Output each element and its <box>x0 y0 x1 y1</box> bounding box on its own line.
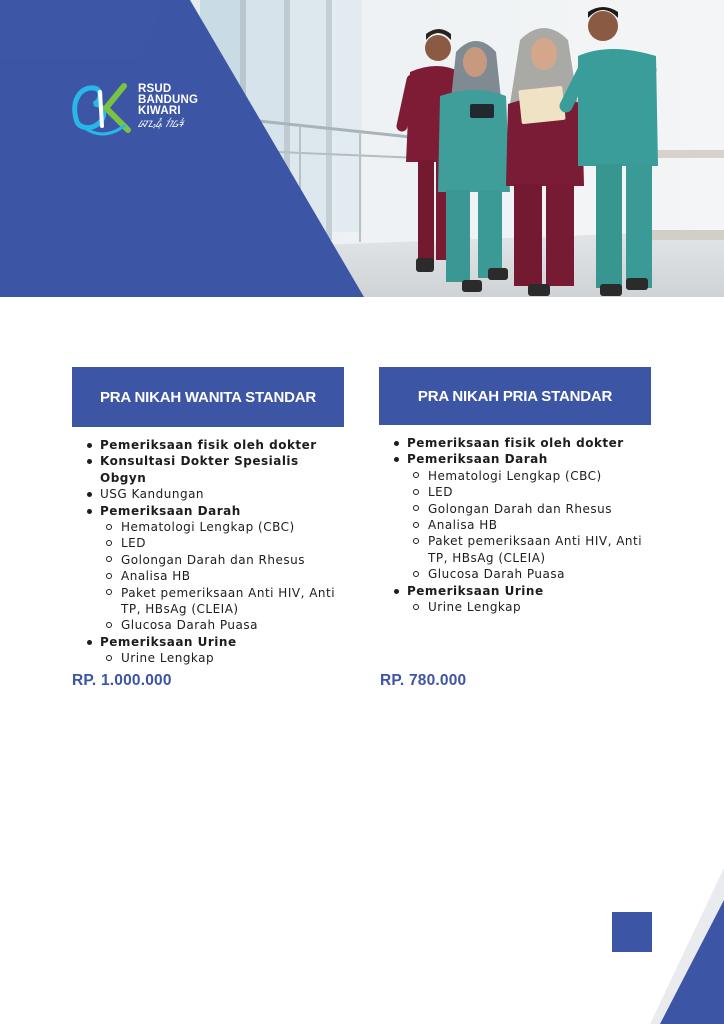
logo-line-1: RSUD <box>138 83 172 95</box>
logo-line-2: BANDUNG <box>138 94 199 106</box>
list-item <box>86 453 344 486</box>
list-item <box>393 435 651 451</box>
logo-sundanese-script: ᮘᮔ᮪ᮓᮥᮀ ᮊᮤᮝᮛᮤ <box>138 120 183 130</box>
package-price: RP. 1.000.000 <box>72 672 172 689</box>
hero-banner <box>0 0 724 297</box>
package-title: PRA NIKAH WANITA STANDAR <box>72 367 344 427</box>
package-pria <box>379 367 651 615</box>
sub-list-item: Glucosa Darah Puasa <box>106 617 344 633</box>
item-label: Konsultasi Dokter Spesialis Obgyn <box>100 454 299 485</box>
sub-list-item: Golongan Darah dan Rhesus <box>413 501 651 517</box>
sub-list-item: Paket pemeriksaan Anti HIV, Anti TP, HBsAg (CLEIA) <box>413 533 651 566</box>
logo-line-3: KIWARI <box>138 105 181 117</box>
sub-list-item: LED <box>413 484 651 500</box>
package-wanita <box>72 367 344 667</box>
list-item <box>86 503 344 634</box>
sub-list <box>100 519 344 634</box>
sub-list-item: Hematologi Lengkap (CBC) <box>413 468 651 484</box>
footer-corner-triangle <box>660 900 724 1024</box>
item-label: Pemeriksaan Urine <box>407 583 544 598</box>
item-label: Pemeriksaan fisik oleh dokter <box>407 436 624 450</box>
package-items <box>379 435 651 615</box>
sub-list <box>100 650 344 666</box>
footer-square <box>612 912 652 952</box>
package-price: RP. 780.000 <box>380 672 467 689</box>
sub-list-item: Glucosa Darah Puasa <box>413 566 651 582</box>
package-title: PRA NIKAH PRIA STANDAR <box>379 367 651 425</box>
sub-list-item: Urine Lengkap <box>106 650 344 666</box>
item-label: Pemeriksaan Urine <box>100 634 237 649</box>
list-item <box>86 634 344 667</box>
item-label: Pemeriksaan Darah <box>100 503 241 518</box>
item-label: Pemeriksaan fisik oleh dokter <box>100 438 317 452</box>
list-item <box>86 486 344 502</box>
sub-list <box>407 599 651 615</box>
sub-list-item: Paket pemeriksaan Anti HIV, Anti TP, HBsAg (CLEIA) <box>106 585 344 618</box>
item-label: USG Kandungan <box>100 487 205 502</box>
sub-list-item: Hematologi Lengkap (CBC) <box>106 519 344 535</box>
package-items <box>72 437 344 667</box>
hospital-logo[interactable] <box>72 82 212 142</box>
hero-blue-diagonal <box>0 0 724 297</box>
sub-list-item: Analisa HB <box>413 517 651 533</box>
sub-list-item: LED <box>106 535 344 551</box>
sub-list <box>407 468 651 583</box>
logo-name <box>138 84 198 117</box>
bk-logo-icon <box>72 82 132 138</box>
sub-list-item: Analisa HB <box>106 568 344 584</box>
sub-list-item: Urine Lengkap <box>413 599 651 615</box>
list-item <box>393 583 651 616</box>
sub-list-item: Golongan Darah dan Rhesus <box>106 552 344 568</box>
list-item <box>393 451 651 582</box>
footer-corner-shadow <box>650 868 724 1024</box>
item-label: Pemeriksaan Darah <box>407 452 548 467</box>
list-item <box>86 437 344 453</box>
